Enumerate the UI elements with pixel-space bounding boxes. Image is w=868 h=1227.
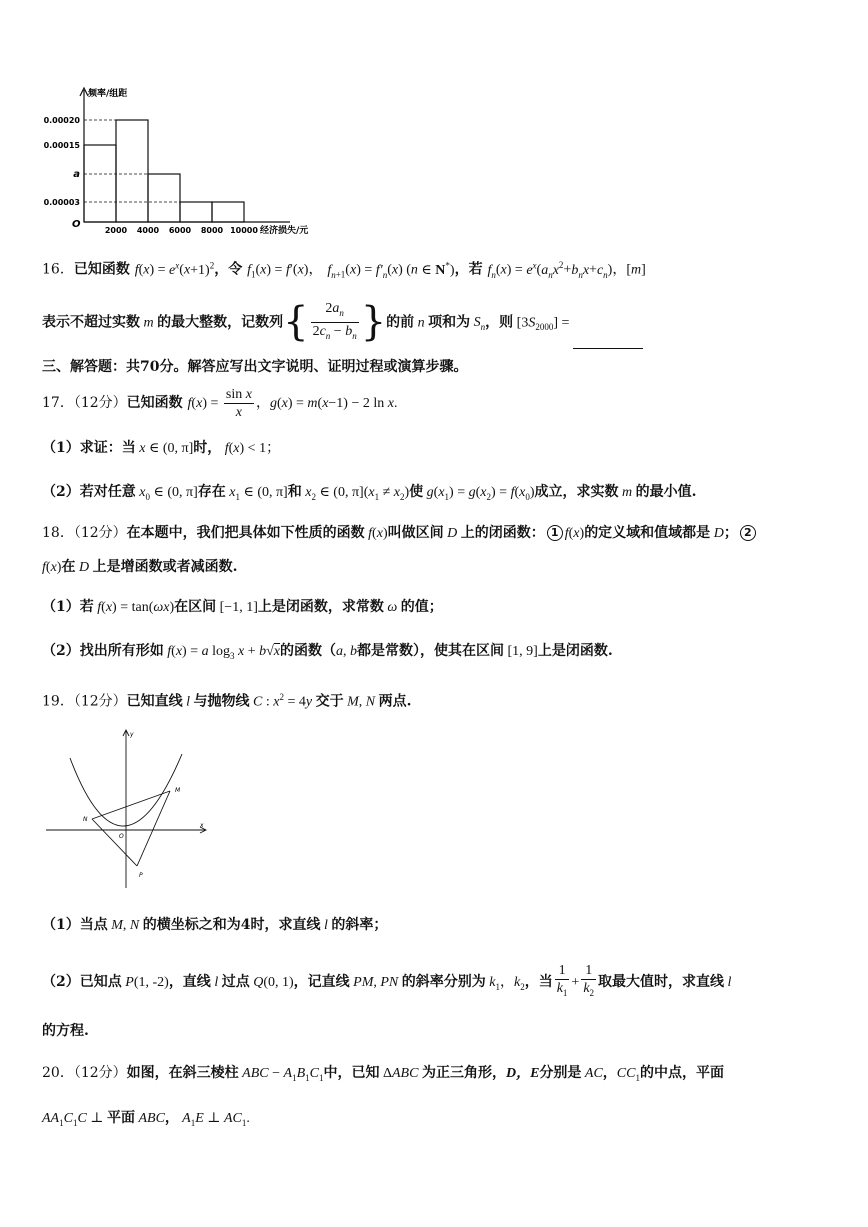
- q16-number: 16．: [42, 261, 74, 278]
- fig-p-label: P: [139, 872, 143, 879]
- xtick-4: 10000: [230, 226, 258, 235]
- histogram-xlabel: 经济损失/元: [260, 226, 309, 236]
- histogram-origin: O: [72, 219, 81, 230]
- q16-answer-blank[interactable]: [573, 334, 643, 349]
- ytick-1: 0.00015: [43, 141, 80, 150]
- bar-4000-6000: [148, 174, 180, 222]
- q18-part1: （1）若 f(x) = tan(ωx)在区间 [−1, 1]上是闭函数，求常数 ω 的值；: [42, 599, 443, 615]
- histogram-ylabel: 频率/组距: [88, 89, 128, 99]
- fig-x-label: x: [200, 822, 204, 829]
- q19-part1: （1）当点 M, N 的横坐标之和为4时，求直线 l 的斜率；: [42, 917, 388, 933]
- q20-line1: 20．（12分）如图，在斜三棱柱 ABC − $A_1B_1C_1$中，已知 ΔABC 为正三角形，D，E分别是 AC，$CC_1$的中点，平面: [42, 1065, 724, 1083]
- q17-part2: （2）若对任意 $x_0$ ∈ (0, π]存在 $x_1$ ∈ (0, π]和 $x_2$ ∈ (0, $\pi](x_1 \ne x_2)$使 $g(x_1) = g(x_2) = f(x_0)$成立，求实数 m 的最小值.: [42, 484, 697, 502]
- xtick-1: 4000: [136, 226, 160, 235]
- xtick-2: 6000: [168, 226, 192, 235]
- xtick-3: 8000: [200, 226, 224, 235]
- fig-y-label: y: [130, 731, 134, 738]
- ytick-2: a: [73, 169, 80, 180]
- ytick-3: 0.00003: [43, 198, 80, 207]
- line-pn: [92, 819, 137, 866]
- line-mn: [92, 791, 170, 819]
- section3-heading: 三、解答题：共70分。解答应写出文字说明、证明过程或演算步骤。: [42, 359, 468, 375]
- line-pm: [137, 791, 170, 866]
- fig-n-label: N: [83, 816, 88, 823]
- q16-line1: 16．已知函数 $f(x) = e^x(x+1)^2$，令 $f_1(x) = f'(x)$， $f_{n+1}(x) = f'_n(x)$ (n ∈ N*)，若 $f_n(x) = e^x(a_nx^2+b_nx+c_n)$，[m]: [42, 260, 646, 280]
- q18-part2: （2）找出所有形如 f(x) = a $\log_3 x + b√x$的函数（a, b都是常数），使其在区间 [1, 9]上是闭函数.: [42, 643, 613, 661]
- q19-stem: 19．（12分）已知直线 l 与抛物线 C : $x^2 = 4y$ 交于 M, N 两点.: [42, 692, 412, 710]
- bar-0-2000: [84, 145, 116, 222]
- histogram-bars: [84, 120, 244, 222]
- q20-line2: $AA_1C_1C$ ⊥ 平面 ABC， $A_1E$ ⊥ $AC_1$.: [42, 1110, 250, 1128]
- histogram-grid: [84, 120, 180, 202]
- q17-part1: （1）求证：当 x ∈ (0, π]时， f(x) < 1；: [42, 440, 281, 456]
- bar-2000-4000: [116, 120, 148, 222]
- fig-o-label: O: [119, 833, 124, 840]
- q16-line2: 表示不超过实数 m 的最大整数，记数列{ $\frac{2a_n}{2c_n - b_n}$ }的前 n 项和为 $S_n$，则 $[3S_{2000}]$ =: [42, 300, 643, 344]
- ytick-0: 0.00020: [43, 116, 80, 125]
- histogram-chart: [40, 82, 330, 242]
- xtick-0: 2000: [104, 226, 128, 235]
- q19-part2-cont: 的方程.: [42, 1023, 89, 1039]
- fig-m-label: M: [175, 787, 181, 794]
- bar-8000-10000: [212, 202, 244, 222]
- q18-stem-line1: 18．（12分）在本题中，我们把具体如下性质的函数 f(x)叫做区间 D 上的闭函数： 1 f(x)的定义域和值域都是 D； 2: [42, 523, 758, 544]
- parabola-figure: [44, 726, 214, 891]
- q17-stem: 17．（12分）已知函数 f(x) = $\frac{\text{sin x}}{x}$ ，g(x) = m(x−1) − 2 ln x.: [42, 386, 398, 420]
- q19-part2: （2）已知点 P(1, -2)，直线 l 过点 Q(0, 1)，记直线 PM, PN 的斜率分别为 $k_1$，$k_2$，当 $\frac{1}{k_1}$ + $\frac{1}{k_2}$ 取最大值时，求直线 l: [42, 963, 732, 998]
- bar-6000-8000: [180, 202, 212, 222]
- q18-stem-line2: f(x)在 D 上是增函数或者减函数.: [42, 559, 238, 575]
